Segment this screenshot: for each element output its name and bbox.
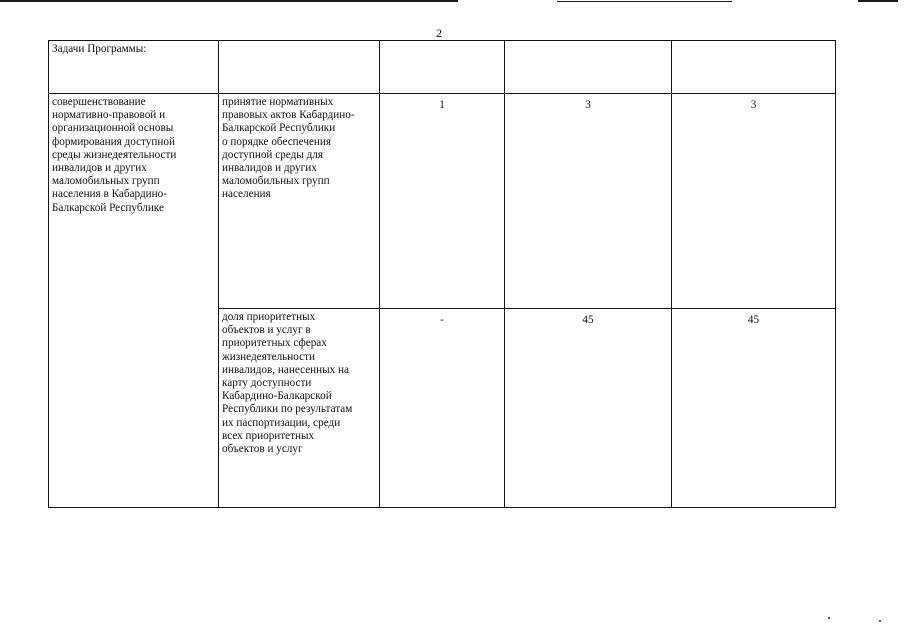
scan-edge-mark <box>858 0 898 2</box>
table-cell <box>49 41 219 94</box>
table-header-row <box>49 41 836 94</box>
indicator-name: доля приоритетных объектов и услуг в приоритетных сферах жизнедеятельности инвалидов, нанесенных на карту доступности Кабардино-Балкарской Республики по результатам их паспортизации, среди всех приоритетных объектов и услуг <box>222 311 353 456</box>
scan-edge-line-left <box>0 0 458 2</box>
indicator-value: - <box>440 314 444 326</box>
indicator-value-cell <box>380 309 505 508</box>
indicator-value: 3 <box>585 99 591 111</box>
indicator-value-cell <box>672 94 836 309</box>
program-table <box>48 40 836 508</box>
task-header-label: Задачи Программы: <box>52 43 147 55</box>
indicator-value-cell <box>672 309 836 508</box>
indicator-value-cell <box>505 94 672 309</box>
table-row <box>49 94 836 309</box>
table-cell <box>219 41 380 94</box>
indicator-name-cell <box>219 94 380 309</box>
indicator-value: 45 <box>747 314 760 326</box>
scan-edge-line-right <box>557 1 732 2</box>
indicator-value-cell <box>380 94 505 309</box>
scan-speck <box>828 617 830 619</box>
indicator-name: принятие нормативных правовых актов Кабардино- Балкарской Республики о порядке обеспечения доступной среды для инвалидов и других маломобильных групп населения <box>222 96 355 201</box>
table-cell <box>380 41 505 94</box>
indicator-value: 3 <box>750 99 757 111</box>
scan-speck <box>879 620 881 622</box>
table-cell <box>505 41 672 94</box>
indicator-value: 45 <box>582 314 594 326</box>
indicator-value-cell <box>505 309 672 508</box>
table-cell <box>672 41 836 94</box>
task-text: совершенствование нормативно-правовой и организационной основы формирования доступной среды жизнедеятельности инвалидов и других маломобильных групп населения в Кабардино- Балкарской Республике <box>52 96 177 214</box>
task-cell <box>49 94 219 508</box>
indicator-name-cell <box>219 309 380 508</box>
page-number: 2 <box>436 26 442 40</box>
indicator-value: 1 <box>439 99 445 111</box>
